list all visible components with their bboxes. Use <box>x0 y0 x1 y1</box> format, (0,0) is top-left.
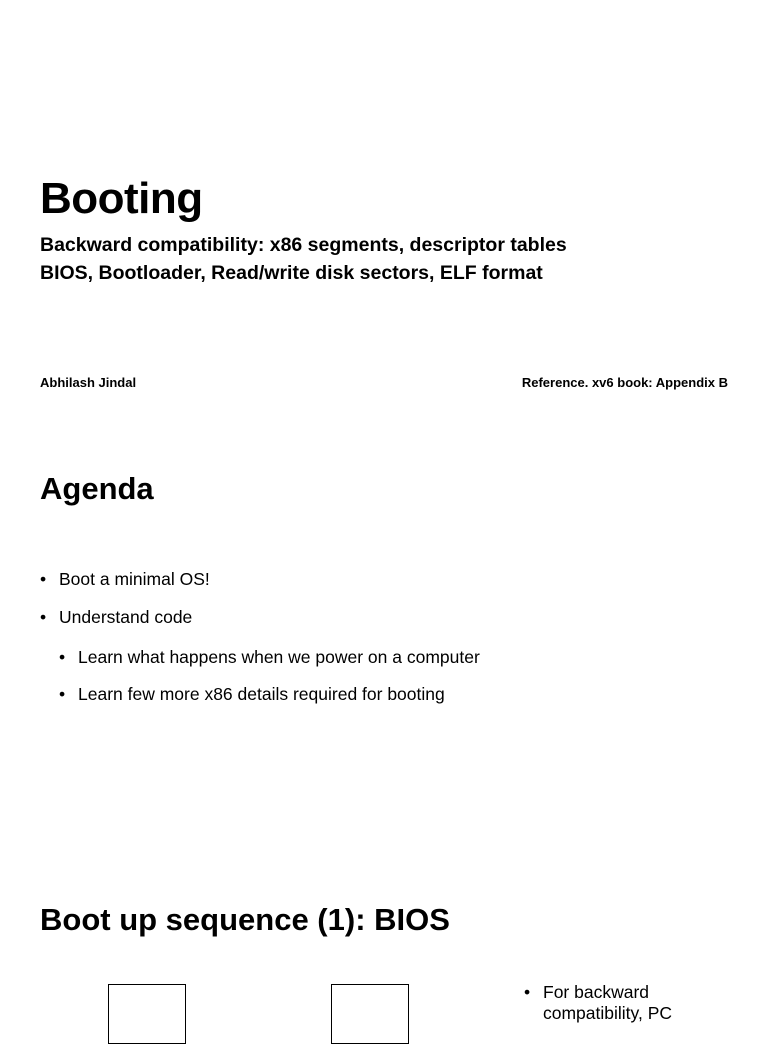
bullet-icon: • <box>524 982 531 1002</box>
agenda-title: Agenda <box>40 471 154 506</box>
diagram-box-right <box>331 984 409 1044</box>
bullet-text-line: compatibility, PC <box>543 1003 673 1023</box>
bullet-icon: • <box>40 607 47 627</box>
diagram-box-left <box>108 984 186 1044</box>
author-name: Abhilash Jindal <box>40 375 137 390</box>
bullet-text: Learn what happens when we power on a computer <box>78 647 480 667</box>
agenda-bullet <box>40 568 210 590</box>
agenda-sub-bullet <box>59 646 480 668</box>
bullet-icon: • <box>59 647 66 667</box>
bios-bullet <box>524 982 723 1024</box>
slide-subtitle <box>40 231 567 287</box>
agenda-sub-bullet <box>59 683 445 705</box>
reference-note: Reference. xv6 book: Appendix B <box>521 375 728 390</box>
agenda-bullet <box>40 606 193 628</box>
slide-title: Booting <box>40 174 203 223</box>
bullet-text: Understand code <box>59 607 193 627</box>
subtitle-line: Backward compatibility: x86 segments, descriptor tables <box>40 234 567 256</box>
bullet-icon: • <box>59 684 66 704</box>
bullet-text-line: For backward <box>543 982 650 1002</box>
bullet-icon: • <box>40 569 47 589</box>
subtitle-line: BIOS, Bootloader, Read/write disk sectors, ELF format <box>40 262 543 284</box>
bullet-text: Learn few more x86 details required for booting <box>78 684 445 704</box>
bullet-text: Boot a minimal OS! <box>59 569 210 589</box>
boot-sequence-title: Boot up sequence (1): BIOS <box>40 902 450 937</box>
